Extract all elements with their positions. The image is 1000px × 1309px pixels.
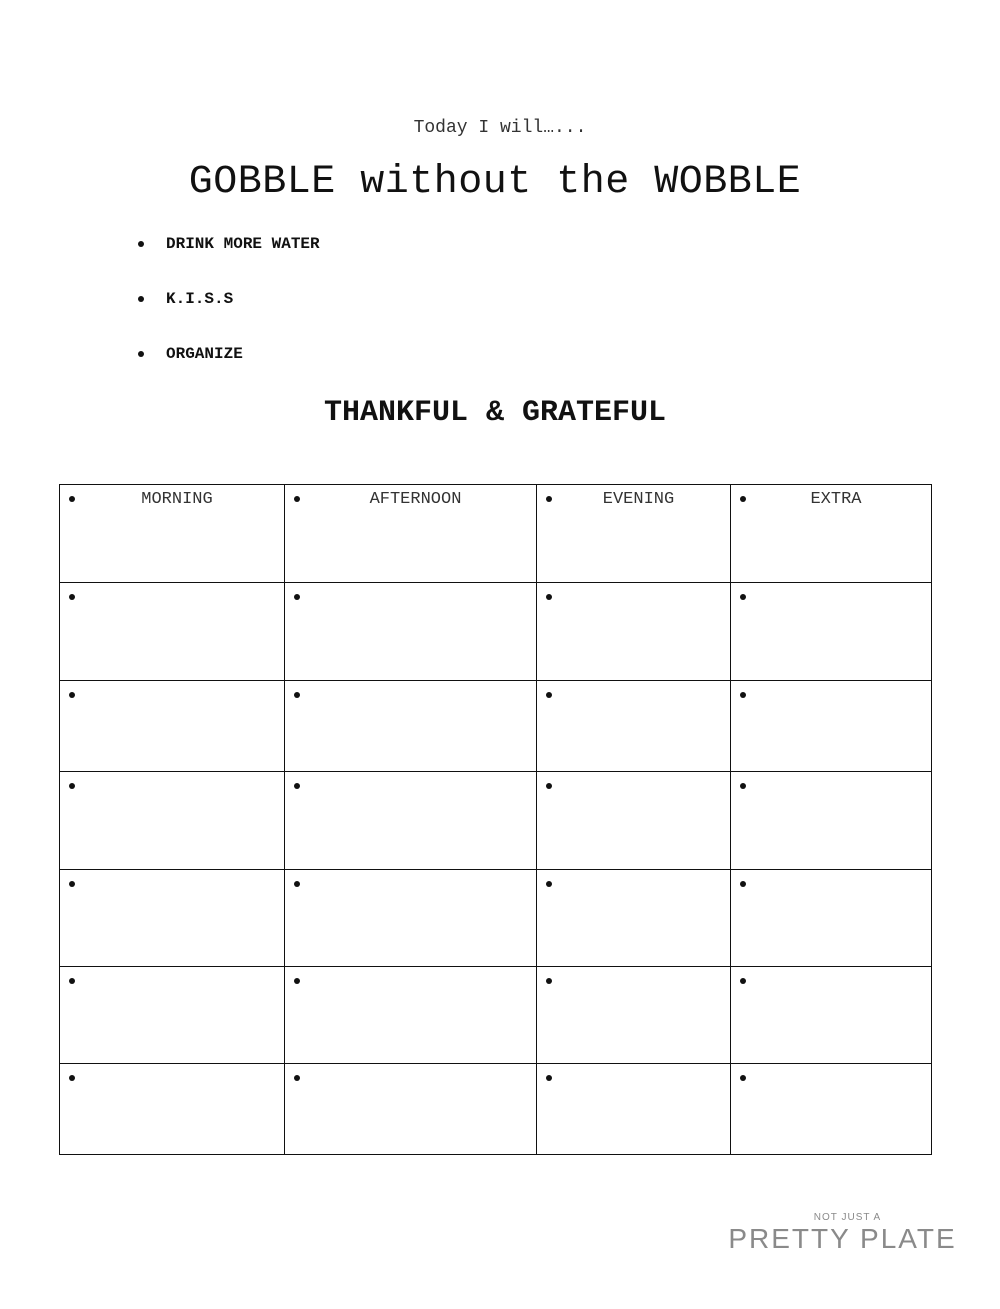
table-header-row (60, 485, 932, 583)
header-cell-afternoon[interactable] (285, 485, 537, 583)
section-title: THANKFUL & GRATEFUL (323, 396, 667, 430)
table-row (60, 967, 932, 1064)
table-cell[interactable] (285, 772, 537, 870)
bullet-icon (69, 783, 75, 789)
bullet-icon (546, 783, 552, 789)
table-row (60, 681, 932, 772)
bullet-icon (69, 881, 75, 887)
table-cell[interactable] (731, 1064, 932, 1155)
bullet-icon (740, 881, 746, 887)
bullet-icon (740, 783, 746, 789)
brand-logo (720, 1212, 965, 1255)
bullet-icon (546, 692, 552, 698)
table-cell[interactable] (537, 870, 731, 967)
bullet-icon (69, 496, 75, 502)
bullet-icon (294, 692, 300, 698)
table-cell[interactable] (537, 681, 731, 772)
goal-item: K.I.S.S (135, 289, 320, 344)
table-cell[interactable] (60, 583, 285, 681)
bullet-icon (69, 594, 75, 600)
goal-item: ORGANIZE (135, 344, 320, 399)
bullet-icon (294, 881, 300, 887)
header-cell-evening[interactable] (537, 485, 731, 583)
table-cell[interactable] (60, 870, 285, 967)
table-row (60, 870, 932, 967)
bullet-icon (294, 1075, 300, 1081)
table-cell[interactable] (731, 772, 932, 870)
bullet-icon (69, 692, 75, 698)
gratitude-table (59, 484, 932, 1155)
table-row (60, 772, 932, 870)
header-label: EXTRA (810, 490, 862, 509)
table-cell[interactable] (537, 967, 731, 1064)
bullet-icon (294, 783, 300, 789)
page-title: GOBBLE without the WOBBLE (188, 160, 802, 205)
bullet-icon (69, 1075, 75, 1081)
table-cell[interactable] (285, 681, 537, 772)
bullet-icon (546, 594, 552, 600)
bullet-icon (740, 692, 746, 698)
table-row (60, 583, 932, 681)
bullet-icon (546, 1075, 552, 1081)
bullet-icon (546, 978, 552, 984)
bullet-icon (740, 594, 746, 600)
header-label: AFTERNOON (369, 490, 462, 509)
table-cell[interactable] (285, 583, 537, 681)
table-cell[interactable] (537, 583, 731, 681)
bullet-icon (740, 496, 746, 502)
logo-name: PRETTY PLATE (728, 1223, 957, 1254)
table-cell[interactable] (537, 772, 731, 870)
bullet-icon (69, 978, 75, 984)
table-cell[interactable] (731, 681, 932, 772)
table-cell[interactable] (60, 1064, 285, 1155)
table-cell[interactable] (731, 967, 932, 1064)
header-label: MORNING (141, 490, 213, 509)
table-cell[interactable] (285, 967, 537, 1064)
table-cell[interactable] (60, 681, 285, 772)
intro-text: Today I will…... (413, 118, 587, 138)
header-cell-morning[interactable] (60, 485, 285, 583)
logo-tagline: NOT JUST A (813, 1212, 882, 1223)
table-cell[interactable] (731, 870, 932, 967)
table-cell[interactable] (60, 967, 285, 1064)
table-cell[interactable] (537, 1064, 731, 1155)
bullet-icon (294, 496, 300, 502)
goal-item: DRINK MORE WATER (135, 234, 320, 289)
bullet-icon (740, 1075, 746, 1081)
goals-list (135, 234, 320, 399)
table-cell[interactable] (285, 870, 537, 967)
table-cell[interactable] (285, 1064, 537, 1155)
header-label: EVENING (602, 490, 675, 509)
table-row (60, 1064, 932, 1155)
bullet-icon (294, 978, 300, 984)
bullet-icon (294, 594, 300, 600)
bullet-icon (546, 881, 552, 887)
bullet-icon (546, 496, 552, 502)
bullet-icon (740, 978, 746, 984)
table-cell[interactable] (60, 772, 285, 870)
header-cell-extra[interactable] (731, 485, 932, 583)
table-cell[interactable] (731, 583, 932, 681)
